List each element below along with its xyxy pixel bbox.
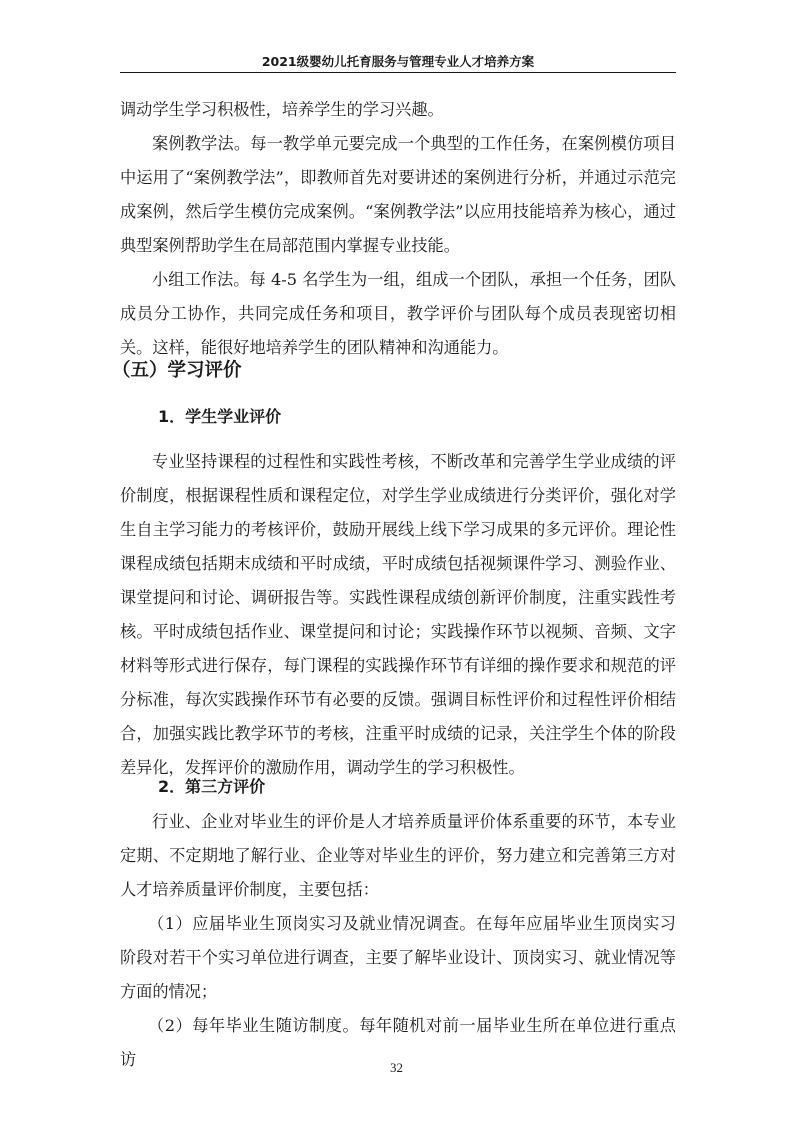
paragraph-group-method: 小组工作法。每 4-5 名学生为一组，组成一个团队，承担一个任务，团队成员分工协作，共同完成任务和项目，教学评价与团队每个成员表现密切相关。这样，能很好地培养学生的团队精神和沟通能力。 xyxy=(120,270,676,357)
header-divider xyxy=(120,72,676,73)
paragraph-student-evaluation: 专业坚持课程的过程性和实践性考核，不断改革和完善学生学业成绩的评价制度，根据课程性质和课程定位，对学生学业成绩进行分类评价，强化对学生自主学习能力的考核评价，鼓励开展线上线下学习成果的多元评价。理论性课程成绩包括期末成绩和平时成绩，平时成绩包括视频课件学习、测验作业、课堂提问和讨论、调研报告等。实践性课程成绩创新评价制度，注重实践性考核。平时成绩包括作业、课堂提问和讨论；实践操作环节以视频、音频、文字材料等形式进行保存，每门课程的实践操作环节有详细的操作要求和规范的评分标准，每次实践操作环节有必要的反馈。强调目标性评价和过程性评价相结合，加强实践比教学环节的考核，注重平时成绩的记录，关注学生个体的阶段差异化，发挥评价的激励作用，调动学生的学习积极性。 xyxy=(120,452,676,777)
subheading-third-party-evaluation: 2．第三方评价 xyxy=(158,777,266,796)
subheading-student-evaluation: 1．学生学业评价 xyxy=(158,407,282,426)
paragraph-item-1: （1）应届毕业生顶岗实习及就业情况调查。在每年应届毕业生顶岗实习阶段对若干个实习单位进行调查，主要了解毕业设计、顶岗实习、就业情况等方面的情况； xyxy=(120,914,676,1001)
paragraph-item-2: （2）每年毕业生随访制度。每年随机对前一届毕业生所在单位进行重点访 xyxy=(120,1016,676,1069)
paragraph-intro: 调动学生学习积极性，培养学生的学习兴趣。 xyxy=(120,100,444,119)
paragraph-case-method: 案例教学法。每一教学单元要完成一个典型的工作任务，在案例模仿项目中运用了“案例教学法”，即教师首先对要讲述的案例进行分析，并通过示范完成案例，然后学生模仿完成案例。“案例教学法”以应用技能培养为核心，通过典型案例帮助学生在局部范围内掌握专业技能。 xyxy=(120,134,676,255)
paragraph-third-party: 行业、企业对毕业生的评价是人才培养质量评价体系重要的环节，本专业定期、不定期地了解行业、企业等对毕业生的评价，努力建立和完善第三方对人才培养质量评价制度，主要包括： xyxy=(120,812,676,899)
page-number: 32 xyxy=(390,1060,403,1075)
section-heading-learning-evaluation: （五）学习评价 xyxy=(112,360,242,381)
page-header: 2021级婴幼儿托育服务与管理专业人才培养方案 xyxy=(261,54,535,69)
